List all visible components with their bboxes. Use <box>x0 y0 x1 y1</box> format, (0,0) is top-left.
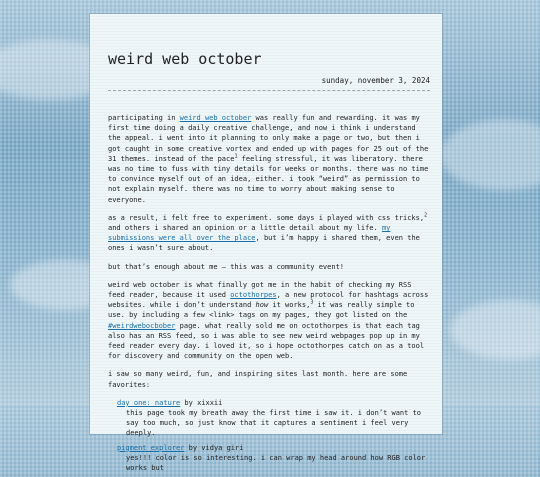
favorite-item <box>108 398 432 439</box>
favorite-link-pigment[interactable]: pigment explorer <box>117 443 185 452</box>
post-title: weird web october <box>108 50 262 68</box>
post-body <box>108 113 432 477</box>
post-page <box>90 14 442 473</box>
text: participating in <box>108 114 180 122</box>
text: as a result, i felt free to experiment. some days i played with css tricks, <box>108 213 425 222</box>
text: feeling stressful, it was liberatory. there was no time to fuss with tiny details for weeks or months. there was no time to convince myself out of an idea, either. i took “weird” as permission to not explain myself. there was no time to worry about making sense to everyone. <box>108 154 429 204</box>
paragraph <box>108 113 432 205</box>
paragraph: but that’s enough about me — this was a community event! <box>108 262 345 271</box>
divider <box>108 90 430 91</box>
text: and others i shared an opinion or a little detail about my life. <box>108 224 382 233</box>
favorite-desc: this page took my breath away the first time i saw it. i don’t want to say too much, so just know that it captures a sentiment i feel very deeply. <box>126 409 422 438</box>
text: , but i’m happy i shared them, even the ones i wasn’t sure about. <box>108 234 420 253</box>
text: , a new protocol for hashtags across websites. while i don’t understand <box>108 291 429 310</box>
octothorpes-link[interactable]: octothorpes <box>230 291 277 300</box>
paragraph <box>108 213 432 254</box>
footnote-1[interactable]: 1 <box>234 153 238 160</box>
text: it works, <box>268 301 311 310</box>
paragraph <box>108 280 432 362</box>
text: page. what really sold me on octothorpes is that each tag also has an RSS feed, so i was able to see new weird webpages pop up in my feed reader every day. i loved it, so i hope octothorpes catch on as a tool for discovery and community on the open web. <box>108 321 425 361</box>
footnote-3[interactable]: 3 <box>310 299 314 306</box>
text: weird web october is what finally got me in the habit of checking my RSS feed reader, because it used <box>108 280 412 300</box>
footnote-2[interactable]: 2 <box>424 212 428 219</box>
weird-web-october-link[interactable]: weird web october <box>179 114 252 122</box>
favorite-link-nature[interactable]: day one: nature <box>117 398 181 407</box>
text: it was really simple to use. by including a few <link> tags on my pages, they got listed on the <box>108 301 415 320</box>
hashtag-link[interactable]: #weirdwebocbober <box>108 321 176 330</box>
post-date: sunday, november 3, 2024 <box>321 76 430 85</box>
emphasis: how <box>255 301 269 310</box>
favorite-author: by xixxii <box>180 398 223 407</box>
favorite-author: by vidya giri <box>184 443 244 452</box>
favorite-item <box>108 443 432 474</box>
favorite-desc: yes!!! color is so interesting. i can wrap my head around how RGB color works but <box>126 453 426 473</box>
text: was really fun and rewarding. it was my first time doing a daily creative challenge, and now i think i understand the appeal. i went into it planning to only make a page or two, but then i got caught in some creative vortex and ended up with pages for 25 out of the 31 themes. instead of the pace <box>108 114 429 163</box>
submissions-link[interactable]: my submissions were all over the place <box>108 224 391 243</box>
paragraph: i saw so many weird, fun, and inspiring sites last month. here are some favorites: <box>108 370 408 389</box>
